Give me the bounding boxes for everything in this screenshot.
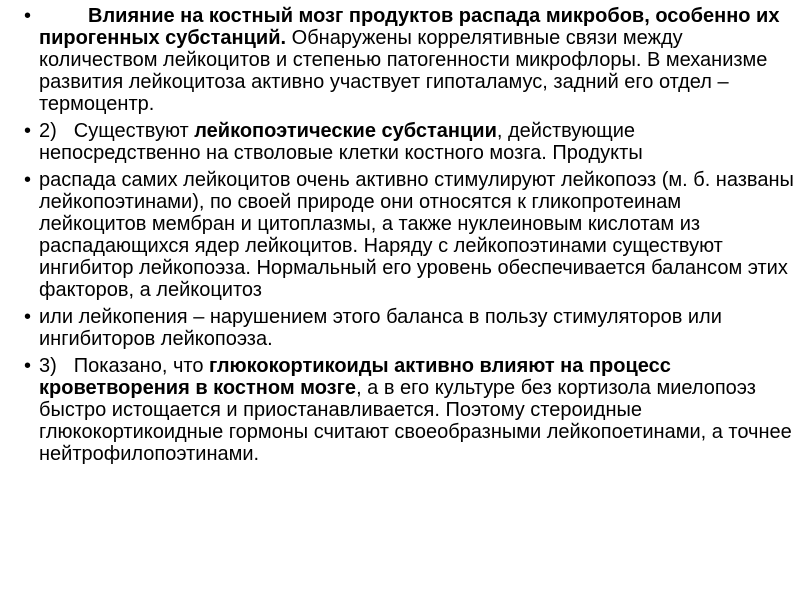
paragraph-2 (8, 120, 794, 164)
paragraph-2-lead: Существуют (73, 120, 195, 142)
paragraph-5 (8, 355, 794, 465)
paragraph-5-number: 3) (39, 355, 57, 377)
paragraph-4 (8, 306, 794, 350)
bullet-dot: • (24, 120, 32, 142)
bullet-dot: • (24, 355, 32, 377)
paragraph-3 (8, 169, 794, 301)
paragraph-1-heading: Влияние на костный мозг продуктов распада микробов, особенно их пирогенных субстанций. (39, 5, 780, 49)
paragraph-2-term: лейкопоэтические субстанции (194, 120, 497, 142)
paragraph-4-body: или лейкопения – нарушением этого баланса в пользу стимуляторов или ингибиторов лейкопоэза. (39, 306, 722, 350)
bullet-list (8, 5, 794, 470)
paragraph-5-lead: Показано, что (73, 355, 209, 377)
paragraph-5-term: глюкокортикоиды активно влияют на процесс кроветворения в костном мозге (39, 355, 671, 399)
bullet-dot: • (24, 5, 32, 27)
paragraph-1 (8, 5, 794, 115)
paragraph-2-number: 2) (39, 120, 57, 142)
paragraph-2-body: , действующие непосредственно на стволовые клетки костного мозга. Продукты (39, 120, 643, 164)
bullet-dot: • (24, 306, 32, 328)
paragraph-5-body: , а в его культуре без кортизола миелопоэз быстро истощается и приостанавливается. Поэтому стероидные глюкокортикоидные гормоны считают своеобразными лейкопоетинами, а точнее нейтрофилопоэтинами. (39, 377, 792, 465)
paragraph-1-body: Обнаружены коррелятивные связи между количеством лейкоцитов и степенью патогенности микрофлоры. В механизме развития лейкоцитоза активно участвует гипоталамус, задний его отдел – термоцентр. (39, 27, 768, 115)
bullet-dot: • (24, 169, 32, 191)
paragraph-3-body: распада самих лейкоцитов очень активно стимулируют лейкопоэз (м. б. названы лейкопоэтинами), по своей природе они относятся к гликопротеинам лейкоцитов мембран и цитоплазмы, а также нуклеиновым кислотам из распадающихся ядер лейкоцитов. Наряду с лейкопоэтинами существуют ингибитор лейкопоэза. Нормальный его уровень обеспечивается балансом этих факторов, а лейкоцитоз (39, 169, 794, 301)
